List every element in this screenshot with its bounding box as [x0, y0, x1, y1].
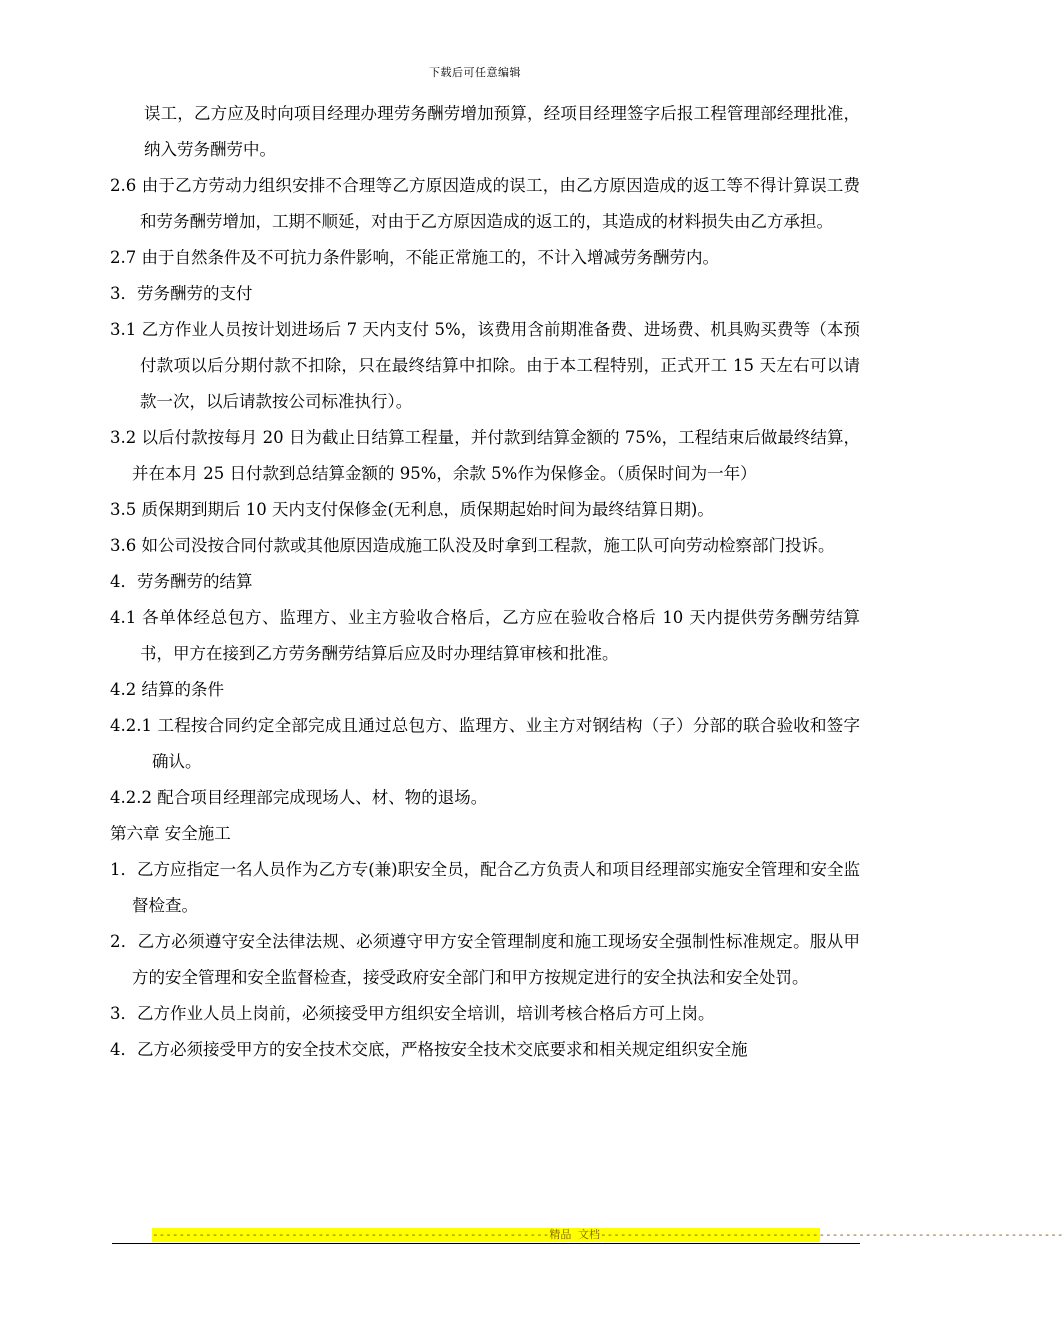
paragraph: 2．乙方必须遵守安全法律法规、必须遵守甲方安全管理制度和施工现场安全强制性标准规定。服从甲方的安全管理和安全监督检查，接受政府安全部门和甲方按规定进行的安全执法和安全处罚。: [110, 932, 860, 987]
paragraph: 3．乙方作业人员上岗前，必须接受甲方组织安全培训，培训考核合格后方可上岗。: [110, 1004, 715, 1023]
footer-banner: ------------------------------------------------------------精品 文档----------------------------------------------------------------------: [152, 1228, 1064, 1241]
paragraph: 3.1 乙方作业人员按计划进场后 7 天内支付 5%，该费用含前期准备费、进场费、机具购买费等（本预付款项以后分期付款不扣除，只在最终结算中扣除。由于本工程特别，正式开工 15 天左右可以请款一次，以后请款按公司标准执行）。: [110, 320, 860, 411]
paragraph: 4．乙方必须接受甲方的安全技术交底，严格按安全技术交底要求和相关规定组织安全施: [110, 1040, 748, 1059]
page-header: 下载后可任意编辑: [429, 66, 521, 79]
paragraph: 误工，乙方应及时向项目经理办理劳务酬劳增加预算，经项目经理签字后报工程管理部经理批准，纳入劳务酬劳中。: [144, 104, 860, 159]
chapter-heading: 第六章 安全施工: [110, 824, 231, 843]
paragraph: 4.2.2 配合项目经理部完成现场人、材、物的退场。: [110, 788, 488, 807]
section-heading: 4．劳务酬劳的结算: [110, 572, 253, 591]
paragraph: 2.6 由于乙方劳动力组织安排不合理等乙方原因造成的误工，由乙方原因造成的返工等不得计算误工费和劳务酬劳增加，工期不顺延，对由于乙方原因造成的返工的，其造成的材料损失由乙方承担。: [110, 176, 860, 231]
footer-divider: [112, 1243, 860, 1244]
subsection-heading: 4.2 结算的条件: [110, 680, 224, 699]
paragraph: 3.6 如公司没按合同付款或其他原因造成施工队没及时拿到工程款，施工队可向劳动检察部门投诉。: [110, 536, 835, 555]
document-body: [110, 96, 860, 1068]
paragraph: 3.2 以后付款按每月 20 日为截止日结算工程量，并付款到结算金额的 75%，工程结束后做最终结算，并在本月 25 日付款到总结算金额的 95%，余款 5%作为保修金。（质保时间为一年）: [110, 428, 860, 483]
paragraph: 1．乙方应指定一名人员作为乙方专(兼)职安全员，配合乙方负责人和项目经理部实施安全管理和安全监督检查。: [110, 860, 860, 915]
paragraph: 2.7 由于自然条件及不可抗力条件影响，不能正常施工的，不计入增减劳务酬劳内。: [110, 248, 719, 267]
paragraph: 3.5 质保期到期后 10 天内支付保修金(无利息，质保期起始时间为最终结算日期)。: [110, 500, 714, 519]
paragraph: 4.1 各单体经总包方、监理方、业主方验收合格后，乙方应在验收合格后 10 天内提供劳务酬劳结算书，甲方在接到乙方劳务酬劳结算后应及时办理结算审核和批准。: [110, 608, 860, 663]
paragraph: 4.2.1 工程按合同约定全部完成且通过总包方、监理方、业主方对钢结构（子）分部的联合验收和签字确认。: [110, 716, 860, 771]
section-heading: 3．劳务酬劳的支付: [110, 284, 253, 303]
